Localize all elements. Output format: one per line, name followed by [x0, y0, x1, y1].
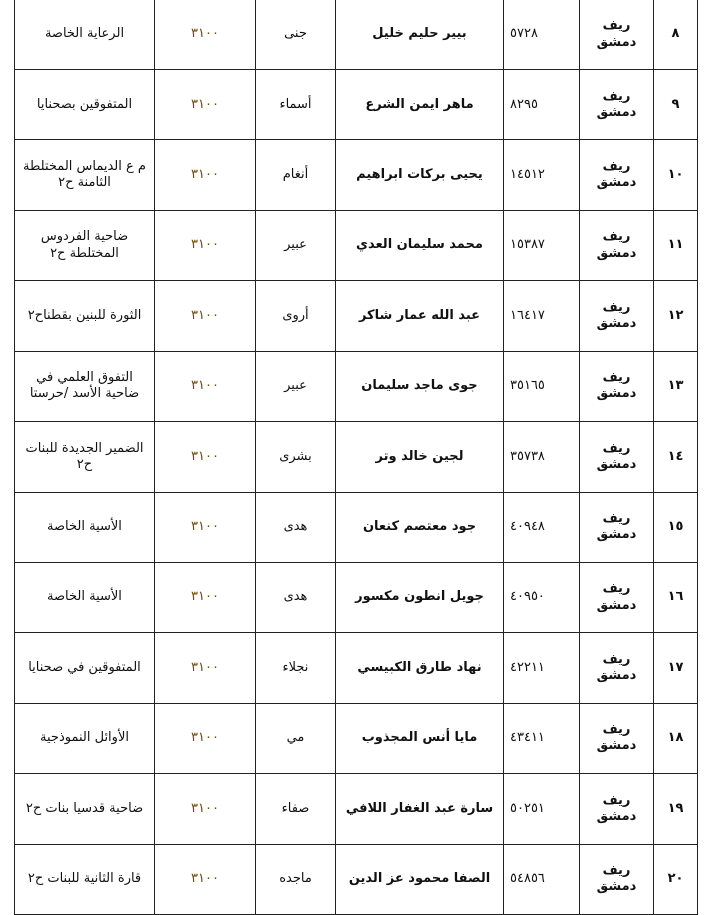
mother-name-cell: نجلاء: [256, 633, 336, 703]
table-row: [15, 844, 698, 914]
school-cell: م ع الديماس المختلطة الثامنة ح٢: [15, 140, 155, 210]
score-cell: ٣١٠٠: [155, 703, 256, 773]
exam-code-cell: ١٥٣٨٧: [504, 210, 580, 280]
exam-code-cell: ٤٢٢١١: [504, 633, 580, 703]
school-cell: الضمير الجديدة للبنات ح٢: [15, 422, 155, 492]
table-row: [15, 422, 698, 492]
table-row: [15, 633, 698, 703]
student-name-cell: محمد سليمان العدي: [336, 210, 504, 280]
school-cell: الأسية الخاصة: [15, 562, 155, 632]
school-cell: الأسية الخاصة: [15, 492, 155, 562]
row-number: ١٣: [654, 351, 698, 421]
mother-name-cell: مي: [256, 703, 336, 773]
results-table: [14, 0, 698, 915]
student-name-cell: جوى ماجد سليمان: [336, 351, 504, 421]
school-cell: ضاحية الفردوس المختلطة ح٢: [15, 210, 155, 280]
governorate-cell: ريف دمشق: [580, 633, 654, 703]
table-row: [15, 492, 698, 562]
governorate-cell: ريف دمشق: [580, 492, 654, 562]
governorate-cell: ريف دمشق: [580, 774, 654, 844]
mother-name-cell: أنغام: [256, 140, 336, 210]
exam-code-cell: ٤٣٤١١: [504, 703, 580, 773]
student-name-cell: يحيى بركات ابراهيم: [336, 140, 504, 210]
row-number: ١٥: [654, 492, 698, 562]
score-cell: ٣١٠٠: [155, 351, 256, 421]
table-row: [15, 562, 698, 632]
exam-code-cell: ٨٢٩٥: [504, 70, 580, 140]
exam-code-cell: ١٦٤١٧: [504, 281, 580, 351]
exam-code-cell: ٤٠٩٤٨: [504, 492, 580, 562]
score-cell: ٣١٠٠: [155, 422, 256, 492]
student-name-cell: ماهر ايمن الشرع: [336, 70, 504, 140]
table-row: [15, 0, 698, 70]
row-number: ١٧: [654, 633, 698, 703]
governorate-cell: ريف دمشق: [580, 562, 654, 632]
row-number: ٢٠: [654, 844, 698, 914]
exam-code-cell: ٤٠٩٥٠: [504, 562, 580, 632]
student-name-cell: سارة عبد الغفار اللافي: [336, 774, 504, 844]
student-name-cell: لجين خالد وتر: [336, 422, 504, 492]
row-number: ١٨: [654, 703, 698, 773]
score-cell: ٣١٠٠: [155, 140, 256, 210]
exam-code-cell: ٣٥٧٣٨: [504, 422, 580, 492]
school-cell: الرعاية الخاصة: [15, 0, 155, 70]
governorate-cell: ريف دمشق: [580, 351, 654, 421]
mother-name-cell: عبير: [256, 210, 336, 280]
score-cell: ٣١٠٠: [155, 70, 256, 140]
school-cell: الثورة للبنين بقطناح٢: [15, 281, 155, 351]
student-name-cell: مايا أنس المجذوب: [336, 703, 504, 773]
row-number: ١١: [654, 210, 698, 280]
exam-code-cell: ٣٥١٦٥: [504, 351, 580, 421]
governorate-cell: ريف دمشق: [580, 844, 654, 914]
school-cell: المتفوقين بصحنايا: [15, 70, 155, 140]
mother-name-cell: هدى: [256, 492, 336, 562]
row-number: ١٠: [654, 140, 698, 210]
governorate-cell: ريف دمشق: [580, 422, 654, 492]
governorate-cell: ريف دمشق: [580, 281, 654, 351]
student-name-cell: عبد الله عمار شاكر: [336, 281, 504, 351]
governorate-cell: ريف دمشق: [580, 703, 654, 773]
exam-code-cell: ٥٠٢٥١: [504, 774, 580, 844]
student-name-cell: جود معتصم كنعان: [336, 492, 504, 562]
school-cell: قارة الثانية للبنات ح٢: [15, 844, 155, 914]
governorate-cell: ريف دمشق: [580, 0, 654, 70]
governorate-cell: ريف دمشق: [580, 140, 654, 210]
table-row: [15, 210, 698, 280]
school-cell: المتفوقين في صحنايا: [15, 633, 155, 703]
row-number: ١٢: [654, 281, 698, 351]
table-row: [15, 774, 698, 844]
student-name-cell: بيير حليم خليل: [336, 0, 504, 70]
exam-code-cell: ٥٤٨٥٦: [504, 844, 580, 914]
score-cell: ٣١٠٠: [155, 633, 256, 703]
mother-name-cell: هدى: [256, 562, 336, 632]
mother-name-cell: أسماء: [256, 70, 336, 140]
row-number: ٩: [654, 70, 698, 140]
score-cell: ٣١٠٠: [155, 844, 256, 914]
score-cell: ٣١٠٠: [155, 492, 256, 562]
governorate-cell: ريف دمشق: [580, 70, 654, 140]
score-cell: ٣١٠٠: [155, 210, 256, 280]
school-cell: التفوق العلمي في ضاحية الأسد /حرستا: [15, 351, 155, 421]
table-row: [15, 70, 698, 140]
mother-name-cell: أروى: [256, 281, 336, 351]
score-cell: ٣١٠٠: [155, 562, 256, 632]
row-number: ٨: [654, 0, 698, 70]
exam-code-cell: ٥٧٢٨: [504, 0, 580, 70]
mother-name-cell: ماجده: [256, 844, 336, 914]
row-number: ١٦: [654, 562, 698, 632]
row-number: ١٤: [654, 422, 698, 492]
exam-code-cell: ١٤٥١٢: [504, 140, 580, 210]
row-number: ١٩: [654, 774, 698, 844]
score-cell: ٣١٠٠: [155, 0, 256, 70]
mother-name-cell: جنى: [256, 0, 336, 70]
student-name-cell: الصفا محمود عز الدين: [336, 844, 504, 914]
score-cell: ٣١٠٠: [155, 774, 256, 844]
student-name-cell: جويل انطون مكسور: [336, 562, 504, 632]
table-row: [15, 281, 698, 351]
school-cell: ضاحية قدسيا بنات ح٢: [15, 774, 155, 844]
table-row: [15, 351, 698, 421]
table-row: [15, 140, 698, 210]
mother-name-cell: عبير: [256, 351, 336, 421]
mother-name-cell: صفاء: [256, 774, 336, 844]
table-body: [15, 0, 698, 915]
score-cell: ٣١٠٠: [155, 281, 256, 351]
school-cell: الأوائل النموذجية: [15, 703, 155, 773]
mother-name-cell: بشرى: [256, 422, 336, 492]
student-name-cell: نهاد طارق الكبيسي: [336, 633, 504, 703]
governorate-cell: ريف دمشق: [580, 210, 654, 280]
table-row: [15, 703, 698, 773]
